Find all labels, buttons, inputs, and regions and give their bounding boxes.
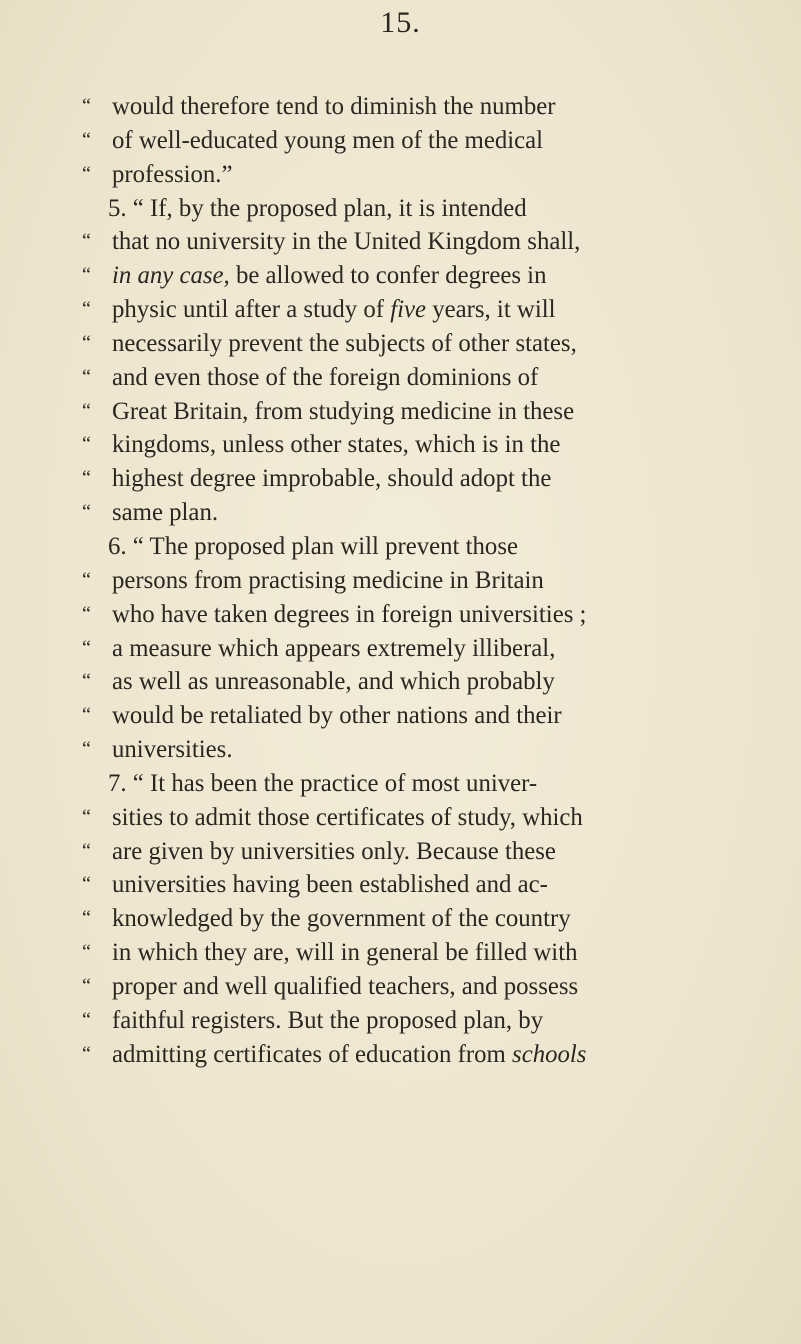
quote-mark: “ [82, 839, 91, 862]
text-line [82, 361, 772, 395]
italic-text: five [390, 296, 427, 324]
line-text: knowledged by the government of the country [112, 905, 571, 933]
quote-mark: “ [82, 298, 91, 321]
text-line [82, 158, 772, 192]
line-text: would be retaliated by other nations and their [112, 702, 562, 730]
text-line [82, 327, 772, 361]
quote-mark: “ [82, 602, 91, 625]
line-text: that no university in the United Kingdom shall, [112, 228, 581, 256]
text-line [82, 395, 772, 429]
quote-mark: “ [82, 501, 91, 524]
text-line [82, 564, 772, 598]
text-line [82, 868, 772, 902]
line-text: admitting certificates of education from [112, 1040, 513, 1068]
line-text: of well-educated young men of the medical [112, 126, 544, 154]
line-text: as well as unreasonable, and which probably [112, 668, 555, 696]
quote-mark: “ [82, 907, 91, 930]
text-line [82, 192, 772, 226]
quote-mark: “ [82, 467, 91, 490]
quote-mark: “ [82, 704, 91, 727]
line-text: highest degree improbable, should adopt the [112, 465, 552, 493]
line-text: 6. “ The proposed plan will prevent those [108, 532, 518, 560]
text-line [82, 225, 772, 259]
quote-mark: “ [82, 974, 91, 997]
line-text: and even those of the foreign dominions of [112, 363, 539, 391]
line-text: in which they are, will in general be filled with [112, 939, 578, 967]
line-text: profession.” [112, 160, 233, 188]
quote-mark: “ [82, 738, 91, 761]
text-line [82, 462, 772, 496]
italic-text: schools [512, 1040, 587, 1068]
quote-mark: “ [82, 331, 91, 354]
text-line [82, 767, 772, 801]
line-text: who have taken degrees in foreign universities ; [112, 600, 587, 628]
text-line [82, 1004, 772, 1038]
text-line [82, 90, 772, 124]
page-number: 15. [380, 6, 421, 39]
line-text: physic until after a study of [112, 296, 391, 324]
line-text: same plan. [112, 499, 219, 527]
line-text: 5. “ If, by the proposed plan, it is intended [108, 194, 527, 222]
quote-mark: “ [82, 264, 91, 287]
quote-mark: “ [82, 873, 91, 896]
text-line [82, 970, 772, 1004]
line-text: universities. [112, 736, 233, 764]
quote-mark: “ [82, 230, 91, 253]
quote-mark: “ [82, 433, 91, 456]
quote-mark: “ [82, 805, 91, 828]
text-line [82, 259, 772, 293]
quote-mark: “ [82, 568, 91, 591]
text-line [82, 1038, 772, 1072]
line-text: sities to admit those certificates of study, which [112, 803, 583, 831]
text-line [82, 835, 772, 869]
quote-mark: “ [82, 1008, 91, 1031]
text-line [82, 124, 772, 158]
quote-mark: “ [82, 636, 91, 659]
line-text: would therefore tend to diminish the number [112, 93, 556, 120]
line-text: universities having been established and ac- [112, 871, 548, 899]
text-line [82, 598, 772, 632]
line-text: proper and well qualified teachers, and possess [112, 972, 579, 1000]
text-line [82, 801, 772, 835]
quote-mark: “ [82, 365, 91, 388]
line-text: are given by universities only. Because these [112, 837, 556, 865]
quote-mark: “ [82, 399, 91, 422]
text-line [82, 699, 772, 733]
text-line [82, 428, 772, 462]
line-text: faithful registers. But the proposed plan, by [112, 1006, 544, 1034]
text-line [82, 665, 772, 699]
line-text: a measure which appears extremely illiberal, [112, 634, 556, 662]
line-text: be allowed to confer degrees in [229, 262, 547, 290]
quote-mark: “ [82, 95, 91, 117]
quote-mark: “ [82, 941, 91, 964]
line-text: persons from practising medicine in Britain [112, 566, 544, 594]
quote-mark: “ [82, 1042, 91, 1065]
text-line [82, 733, 772, 767]
line-text: Great Britain, from studying medicine in these [112, 397, 575, 425]
quote-mark: “ [82, 128, 91, 151]
text-line [82, 936, 772, 970]
text-line [82, 530, 772, 564]
text-line [82, 496, 772, 530]
text-line [82, 902, 772, 936]
italic-text: in any case, [112, 262, 230, 290]
line-text: years, it will [426, 296, 556, 324]
line-text: necessarily prevent the subjects of other states, [112, 329, 577, 357]
text-line [82, 293, 772, 327]
body-text [82, 90, 772, 1071]
quote-mark: “ [82, 162, 91, 185]
line-text: kingdoms, unless other states, which is in the [112, 431, 561, 459]
line-text: 7. “ It has been the practice of most univer- [108, 769, 538, 797]
text-line [82, 632, 772, 666]
quote-mark: “ [82, 670, 91, 693]
